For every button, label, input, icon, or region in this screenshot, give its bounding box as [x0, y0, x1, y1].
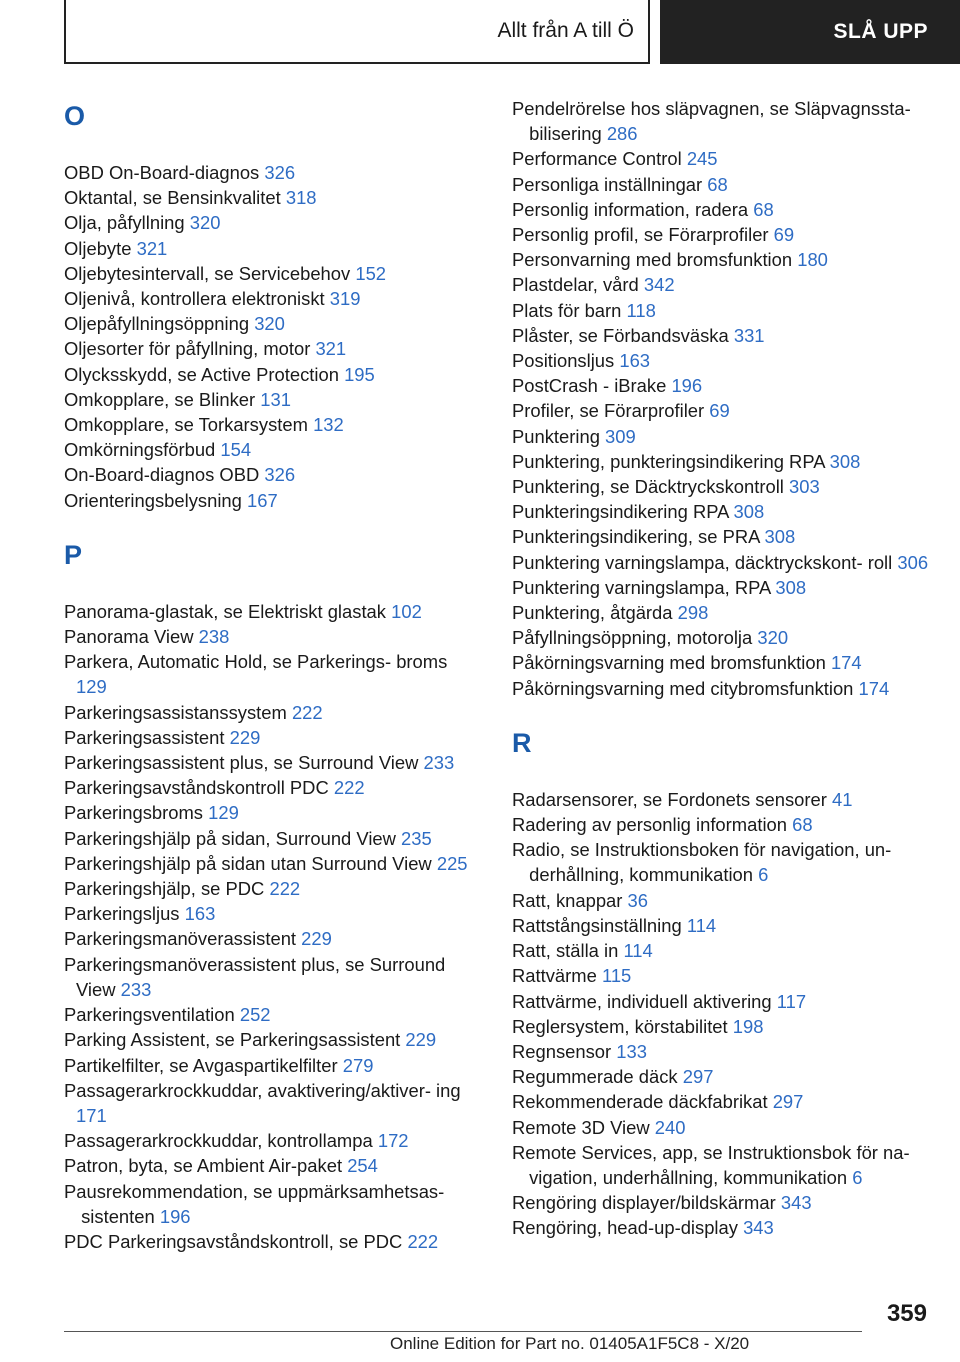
index-entry-text: Passagerarkrockkuddar, kontrollampa [64, 1130, 373, 1152]
page-reference-link[interactable]: 114 [623, 940, 653, 962]
page-reference-link[interactable]: 68 [792, 814, 813, 836]
index-entry [512, 837, 932, 887]
edition-footer: Online Edition for Part no. 01405A1F5C8 - X/20 [390, 1334, 750, 1353]
index-entry-text: Punkteringsindikering RPA [512, 501, 729, 523]
index-entry-text: Plastdelar, vård [512, 274, 639, 296]
index-entry-text: Parkeringsassistent [64, 726, 225, 748]
index-entry [512, 1064, 932, 1089]
index-entry-text: Reglersystem, körstabilitet [512, 1015, 728, 1037]
page-reference-link[interactable]: 342 [643, 274, 675, 296]
index-entry [512, 600, 932, 625]
page-reference-link[interactable]: 102 [391, 600, 422, 622]
index-entry [64, 160, 474, 185]
index-entry-text: Omkopplare, se Blinker [64, 388, 256, 410]
index-entry-text: Ratt, knappar [512, 889, 623, 911]
section-letter: O [64, 101, 86, 131]
index-entry-text: Parkera, Automatic Hold, se Parkerings- broms [64, 651, 448, 673]
index-entry [512, 989, 932, 1014]
page-reference-link[interactable]: 238 [198, 626, 230, 648]
index-entry [64, 1078, 474, 1128]
index-entry [64, 387, 474, 412]
index-entry-text: Regnsensor [512, 1040, 612, 1062]
index-entry [64, 775, 474, 800]
page-reference-link[interactable]: 6 [758, 864, 769, 886]
index-entry-text: Olycksskydd, se Active Protection [64, 363, 339, 385]
page-reference-link[interactable]: 222 [269, 878, 301, 900]
page-reference-link[interactable]: 163 [184, 903, 216, 925]
index-entry-text: Oljepåfyllningsöppning [64, 313, 250, 335]
index-entry [512, 247, 932, 272]
index-entry [64, 336, 474, 361]
page-reference-link[interactable]: 318 [285, 187, 317, 209]
index-entry-text: Parkeringsmanöverassistent plus, se Surround View [64, 953, 446, 1000]
index-entry-text: Profiler, se Förarprofiler [512, 400, 705, 422]
index-entry-text: Panorama-glastak, se Elektriskt glastak [64, 600, 386, 622]
index-entry-text: Passagerarkrockkuddar, avaktivering/aktiver- ing [64, 1079, 461, 1101]
page-reference-link[interactable]: 320 [254, 313, 285, 335]
index-entry-text: Parkeringshjälp på sidan, Surround View [64, 827, 396, 849]
index-entry-text: Parkeringshjälp, se PDC [64, 878, 265, 900]
index-entry [64, 362, 474, 387]
index-entry-text: Punktering, punkteringsindikering RPA [512, 450, 825, 472]
page-reference-link[interactable]: 69 [773, 224, 795, 246]
index-entry [64, 261, 474, 286]
index-entry-text: Oljenivå, kontrollera elektroniskt [64, 288, 325, 310]
index-entry [64, 826, 474, 851]
index-column-left [64, 96, 474, 1254]
index-entry [64, 210, 474, 235]
page-reference-link[interactable]: 309 [605, 425, 636, 447]
index-entry [512, 298, 932, 323]
index-entry [512, 524, 932, 549]
page-reference-link[interactable]: 222 [291, 701, 323, 723]
tab-lookup[interactable]: SLÅ UPP [660, 0, 960, 64]
index-entry-text: Oljebytesintervall, se Servicebehov [64, 262, 351, 284]
index-entry [512, 575, 932, 600]
index-entry-text: Rattvärme, individuell aktivering [512, 990, 772, 1012]
page-reference-link[interactable]: 229 [229, 726, 261, 748]
index-entry [512, 323, 932, 348]
index-entry-text: Omkopplare, se Torkarsystem [64, 414, 308, 436]
index-entry-text: Parkeringsventilation [64, 1004, 235, 1026]
index-entry [512, 812, 932, 837]
index-entry [512, 474, 932, 499]
page-reference-link[interactable]: 171 [76, 1104, 107, 1126]
index-entry [512, 938, 932, 963]
index-entry-text: PostCrash - iBrake [512, 375, 667, 397]
index-entry [64, 236, 474, 261]
index-entry [64, 800, 474, 825]
index-entry-text: Parking Assistent, se Parkeringsassistent [64, 1029, 401, 1051]
page-reference-link[interactable]: 233 [120, 978, 152, 1000]
index-entry [64, 725, 474, 750]
footer-divider [64, 1331, 862, 1332]
index-entry [64, 286, 474, 311]
index-entry-text: Orienteringsbelysning [64, 489, 242, 511]
index-entry-text: Ratt, ställa in [512, 940, 619, 962]
index-entry-text: Pausrekommendation, se uppmärksamhetsas- sistenten [64, 1180, 445, 1227]
index-entry [64, 1229, 474, 1254]
index-entry [512, 197, 932, 222]
index-entry [512, 499, 932, 524]
index-entry [64, 926, 474, 951]
index-entry [512, 348, 932, 373]
page-reference-link[interactable]: 297 [682, 1066, 714, 1088]
index-entry-text: Parkeringsljus [64, 903, 180, 925]
page-reference-link[interactable]: 196 [159, 1205, 191, 1227]
index-entry [512, 625, 932, 650]
index-entry [512, 1014, 932, 1039]
index-entry-text: Remote Services, app, se Instruktionsbok för na- vigation, underhållning, kommunikation [512, 1141, 910, 1188]
index-entry [64, 952, 474, 1002]
index-entry-text: Regummerade däck [512, 1066, 678, 1088]
index-entry [512, 1039, 932, 1064]
index-entry-text: Punktering [512, 425, 600, 447]
page-reference-link[interactable]: 129 [76, 676, 107, 698]
index-entry [512, 146, 932, 171]
index-entry-text: Parkeringshjälp på sidan utan Surround View [64, 852, 432, 874]
page-reference-link[interactable]: 326 [264, 162, 296, 183]
index-entry [64, 1153, 474, 1178]
page-reference-link[interactable]: 163 [619, 350, 651, 372]
index-entry-text: Remote 3D View [512, 1116, 650, 1138]
page-reference-link[interactable]: 6 [852, 1166, 863, 1188]
index-entry [64, 1027, 474, 1052]
index-entry [64, 1002, 474, 1027]
page-reference-link[interactable]: 343 [780, 1192, 812, 1214]
page-reference-link[interactable]: 222 [407, 1230, 439, 1252]
page-reference-link[interactable]: 129 [208, 802, 239, 824]
index-entry-text: Radarsensorer, se Fordonets sensorer [512, 788, 827, 810]
index-entry [512, 172, 932, 197]
page-reference-link[interactable]: 286 [606, 123, 638, 145]
index-entry-text: Oktantal, se Bensinkvalitet [64, 187, 281, 209]
index-entry [512, 1215, 932, 1240]
index-entry [512, 1190, 932, 1215]
page-reference-link[interactable]: 245 [686, 148, 718, 170]
page-reference-link[interactable]: 154 [220, 439, 252, 461]
index-entry-text: Olja, påfyllning [64, 212, 185, 234]
index-entry-text: Rekommenderade däckfabrikat [512, 1091, 768, 1113]
index-entry-text: Partikelfilter, se Avgaspartikelfilter [64, 1054, 338, 1076]
page-reference-link[interactable]: 36 [627, 889, 649, 911]
page-reference-link[interactable]: 180 [797, 249, 828, 271]
index-entry [512, 787, 932, 812]
index-entry-text: On-Board-diagnos OBD [64, 464, 260, 486]
page-reference-link[interactable]: 308 [829, 450, 861, 472]
index-entry [64, 599, 474, 624]
page-reference-link[interactable]: 321 [315, 338, 347, 360]
index-entry [512, 222, 932, 247]
index-entry-text: Personlig information, radera [512, 198, 749, 220]
index-entry-text: Radio, se Instruktionsboken för navigation, un- derhållning, kommunikation [512, 839, 892, 886]
page-reference-link[interactable]: 319 [329, 288, 361, 310]
index-entry [512, 272, 932, 297]
index-entry-text: Rengöring displayer/bildskärmar [512, 1192, 776, 1214]
index-entry-text: Punkteringsindikering, se PRA [512, 526, 760, 548]
index-entry-text: Punktering varningslampa, RPA [512, 576, 771, 598]
page-reference-link[interactable]: 195 [344, 363, 375, 385]
index-entry-text: Parkeringsmanöverassistent [64, 928, 297, 950]
index-entry [512, 963, 932, 988]
index-entry [512, 398, 932, 423]
index-entry-text: Plats för barn [512, 299, 622, 321]
page-number: 359 [886, 1300, 927, 1327]
page-reference-link[interactable]: 235 [401, 827, 432, 849]
index-entry [512, 550, 932, 575]
index-entry [64, 649, 474, 699]
index-entry [64, 488, 474, 513]
page-reference-link[interactable]: 131 [260, 388, 291, 410]
index-entry [64, 750, 474, 775]
index-entry-text: Oljebyte [64, 237, 132, 259]
page-reference-link[interactable]: 68 [707, 173, 728, 195]
index-entry [64, 624, 474, 649]
page-reference-link[interactable]: 222 [333, 777, 365, 799]
index-entry-text: Rattstångsinställning [512, 914, 682, 936]
section-letter: P [64, 539, 83, 570]
page-reference-link[interactable]: 321 [136, 237, 168, 259]
index-entry [64, 412, 474, 437]
page-reference-link[interactable]: 133 [616, 1040, 647, 1062]
index-entry-text: Parkeringsavståndskontroll PDC [64, 777, 329, 799]
tab-index-a-to-o[interactable]: Allt från A till Ö [64, 0, 650, 64]
page-reference-link[interactable]: 308 [733, 501, 765, 523]
index-entry [512, 424, 932, 449]
top-navigation [64, 0, 960, 64]
index-entry-text: Personlig profil, se Förarprofiler [512, 224, 769, 246]
index-entry [512, 888, 932, 913]
page-reference-link[interactable]: 306 [897, 551, 929, 573]
page-reference-link[interactable]: 297 [772, 1091, 804, 1113]
index-entry [512, 96, 932, 146]
index-entry-text: Rengöring, head-up-display [512, 1217, 738, 1239]
index-entry [512, 449, 932, 474]
index-entry [512, 650, 932, 675]
page-reference-link[interactable]: 252 [239, 1004, 271, 1026]
index-entry [64, 462, 474, 487]
index-entry [64, 185, 474, 210]
page-reference-link[interactable]: 303 [789, 476, 820, 498]
page-reference-link[interactable]: 225 [436, 852, 468, 874]
index-entry-text: Plåster, se Förbandsväska [512, 324, 729, 346]
page-reference-link[interactable]: 152 [355, 262, 387, 284]
index-entry [64, 1179, 474, 1229]
index-entry [64, 437, 474, 462]
page-reference-link[interactable]: 69 [709, 400, 730, 422]
page-reference-link[interactable]: 279 [342, 1054, 374, 1076]
page-reference-link[interactable]: 229 [301, 928, 332, 950]
page-reference-link[interactable]: 229 [405, 1029, 437, 1051]
index-entry-text: Pendelrörelse hos släpvagnen, se Släpvagnssta- bilisering [512, 98, 911, 145]
index-entry-text: Oljesorter för påfyllning, motor [64, 338, 311, 360]
page-reference-link[interactable]: 167 [247, 489, 278, 511]
index-entry-text: Performance Control [512, 148, 682, 170]
page-reference-link[interactable]: 320 [189, 212, 221, 234]
index-entry-text: PDC Parkeringsavståndskontroll, se PDC [64, 1230, 403, 1252]
page-reference-link[interactable]: 308 [764, 526, 796, 548]
index-entry [64, 901, 474, 926]
index-entry [64, 851, 474, 876]
index-entry [512, 1115, 932, 1140]
index-entry [512, 1089, 932, 1114]
page-reference-link[interactable]: 343 [743, 1217, 774, 1239]
index-entry-text: Påkörningsvarning med citybromsfunktion [512, 677, 854, 699]
index-entry [64, 876, 474, 901]
index-entry [512, 1140, 932, 1190]
index-entry [512, 373, 932, 398]
page-reference-link[interactable]: 326 [264, 464, 296, 486]
page-reference-link[interactable]: 41 [831, 788, 853, 810]
index-entry-text: OBD On-Board-diagnos [64, 162, 260, 183]
index-entry-text: Positionsljus [512, 350, 615, 372]
index-entry-text: Påfyllningsöppning, motorolja [512, 627, 753, 649]
index-entry-text: Panorama View [64, 626, 194, 648]
page-reference-link[interactable]: 198 [732, 1015, 764, 1037]
index-entry-text: Patron, byta, se Ambient Air-paket [64, 1155, 343, 1177]
page-reference-link[interactable]: 117 [776, 990, 807, 1012]
index-entry-text: Radering av personlig information [512, 814, 787, 836]
index-entry-text: Parkeringsassistent plus, se Surround View [64, 752, 419, 774]
section-letter: R [512, 727, 532, 758]
index-entry-text: Påkörningsvarning med bromsfunktion [512, 652, 826, 674]
page-reference-link[interactable]: 308 [775, 576, 807, 598]
index-entry-text: Rattvärme [512, 965, 597, 987]
index-column-right [512, 96, 932, 1241]
index-entry-text: Punktering varningslampa, däcktryckskont- roll [512, 551, 893, 573]
page-reference-link[interactable]: 240 [654, 1116, 686, 1138]
page-reference-link[interactable]: 233 [423, 752, 455, 774]
index-entry-text: Parkeringsbroms [64, 802, 203, 824]
index-entry [64, 311, 474, 336]
page-reference-link[interactable]: 320 [757, 627, 789, 649]
index-entry-text: Personliga inställningar [512, 173, 703, 195]
index-entry-text: Parkeringsassistanssystem [64, 701, 287, 723]
index-entry-text: Punktering, åtgärda [512, 602, 673, 624]
page-reference-link[interactable]: 174 [830, 652, 862, 674]
page-reference-link[interactable]: 331 [733, 324, 765, 346]
index-entry-text: Punktering, se Däcktryckskontroll [512, 476, 784, 498]
page-reference-link[interactable]: 132 [313, 414, 344, 436]
index-entry [64, 700, 474, 725]
page-reference-link[interactable]: 118 [626, 299, 656, 321]
index-entry-text: Omkörningsförbud [64, 439, 216, 461]
index-entry [512, 676, 932, 701]
page-reference-link[interactable]: 115 [601, 965, 632, 987]
page-reference-link[interactable]: 174 [858, 677, 890, 699]
index-entry-text: Personvarning med bromsfunktion [512, 249, 793, 271]
index-entry [64, 1128, 474, 1153]
page-reference-link[interactable]: 114 [686, 914, 717, 936]
page-reference-link[interactable]: 196 [671, 375, 703, 397]
page-reference-link[interactable]: 254 [347, 1155, 378, 1177]
page-reference-link[interactable]: 68 [753, 198, 774, 220]
page-reference-link[interactable]: 298 [677, 602, 709, 624]
index-entry [512, 913, 932, 938]
index-entry [64, 1053, 474, 1078]
page-reference-link[interactable]: 172 [377, 1130, 409, 1152]
